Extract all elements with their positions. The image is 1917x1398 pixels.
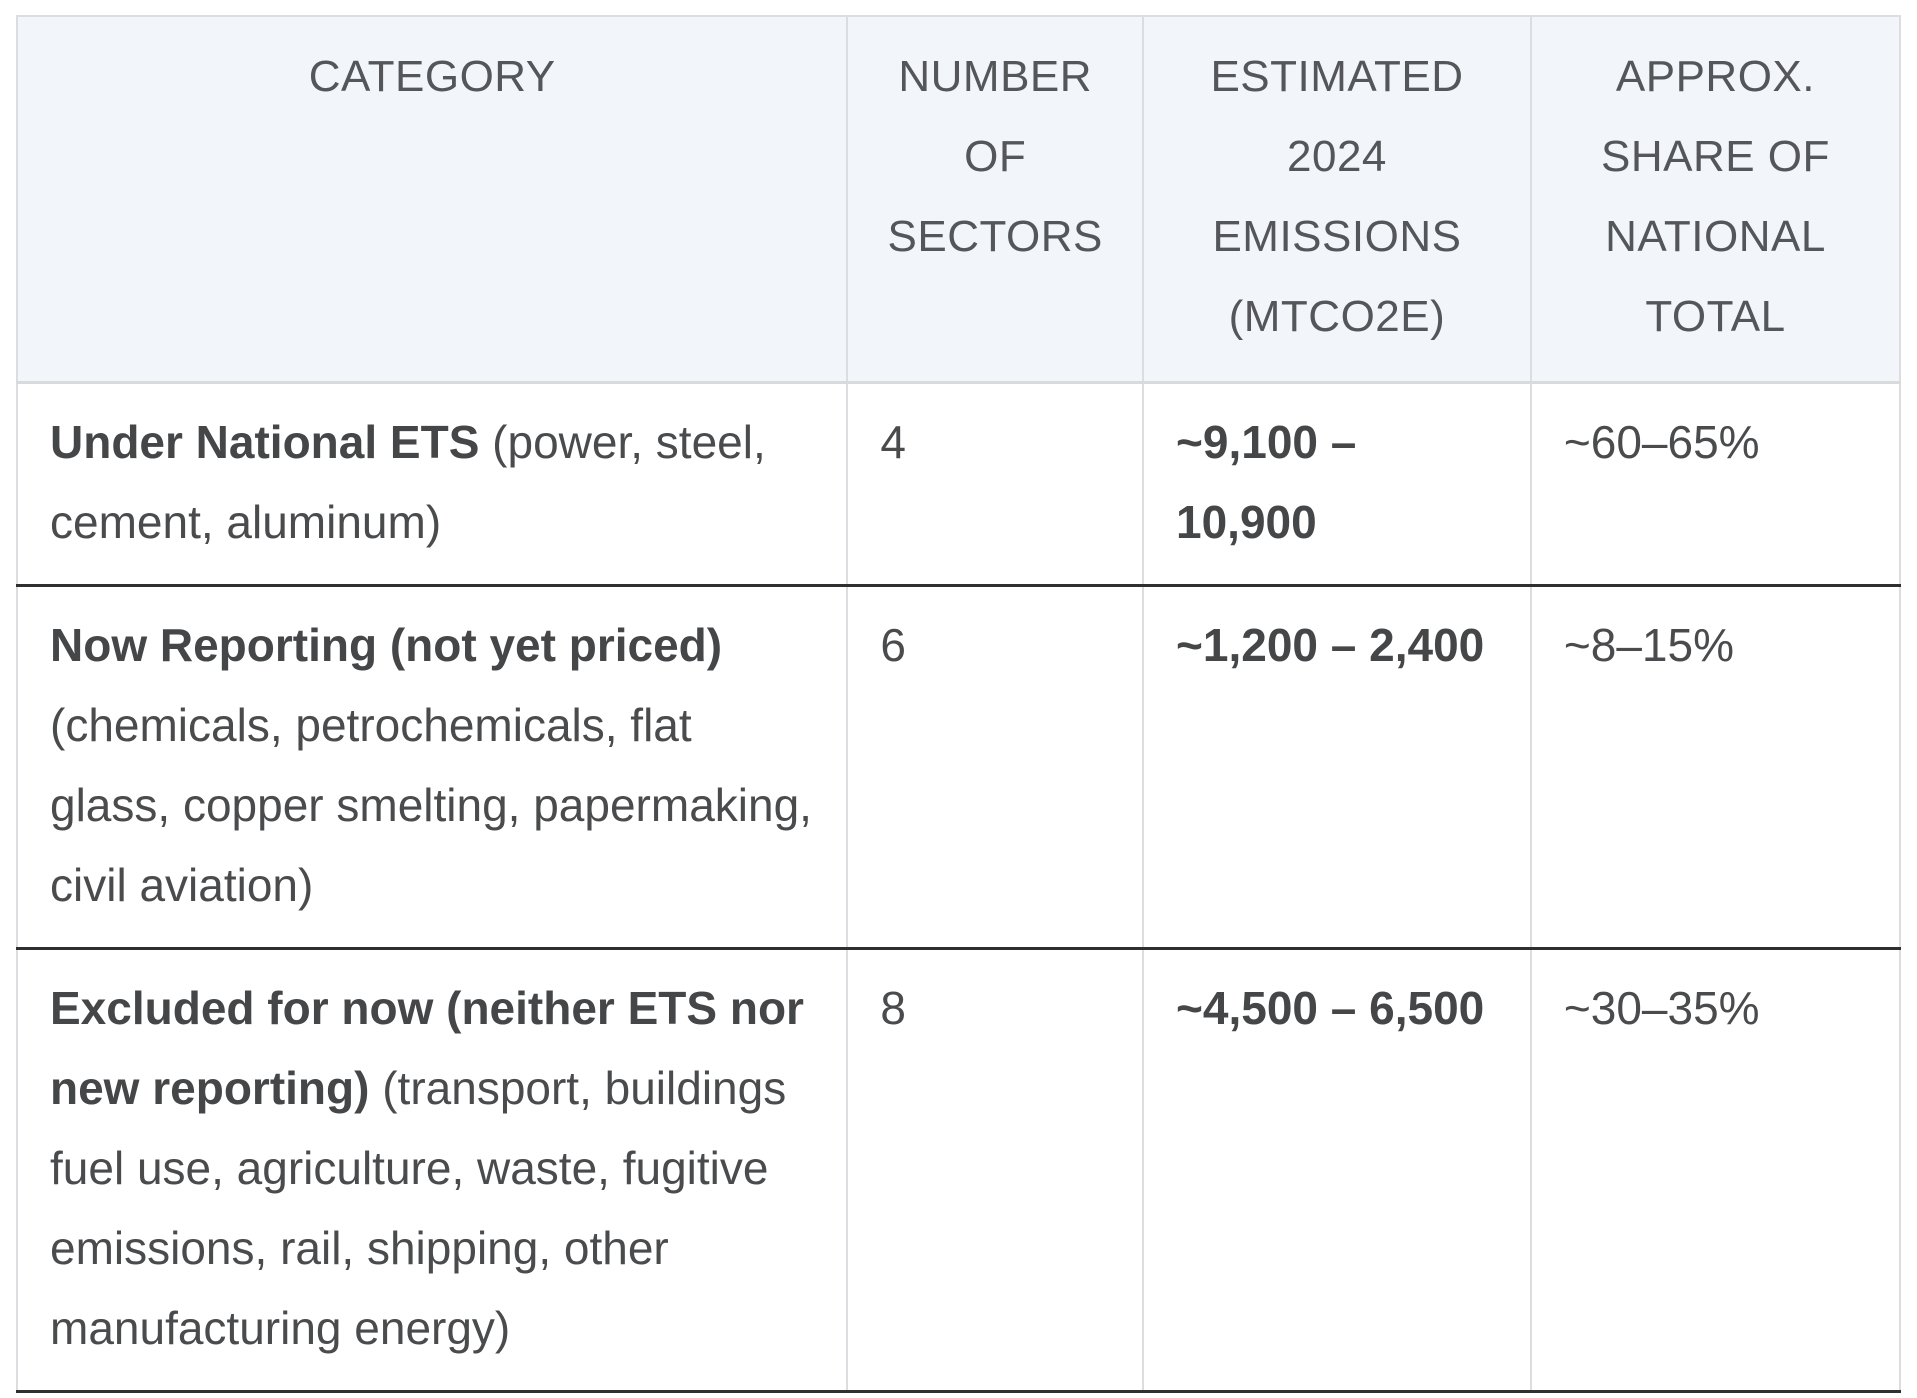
- column-header-category: CATEGORY: [17, 16, 847, 383]
- table-header: [17, 16, 1900, 383]
- sectors-cell: 8: [847, 949, 1143, 1392]
- share-cell: ~60–65%: [1531, 383, 1900, 586]
- sectors-cell: 6: [847, 586, 1143, 949]
- emissions-table: [16, 15, 1901, 1393]
- emissions-cell: ~1,200 – 2,400: [1143, 586, 1531, 949]
- category-title: Under National ETS: [50, 416, 480, 468]
- table-row-excluded-for-now: [17, 949, 1900, 1392]
- category-cell: [17, 586, 847, 949]
- category-cell: [17, 383, 847, 586]
- column-header-share-of-national-total: APPROX. SHARE OF NATIONAL TOTAL: [1531, 16, 1900, 383]
- category-title: Now Reporting (not yet priced): [50, 619, 723, 671]
- category-cell: [17, 949, 847, 1392]
- header-row: [17, 16, 1900, 383]
- emissions-cell: ~9,100 – 10,900: [1143, 383, 1531, 586]
- table-row-under-national-ets: [17, 383, 1900, 586]
- sectors-cell: 4: [847, 383, 1143, 586]
- table-row-now-reporting: [17, 586, 1900, 949]
- category-title: Excluded for now (neither ETS nor new reporting): [50, 982, 804, 1114]
- column-header-number-of-sectors: NUMBER OF SECTORS: [847, 16, 1143, 383]
- emissions-cell: ~4,500 – 6,500: [1143, 949, 1531, 1392]
- category-detail: (power, steel, cement, aluminum): [50, 416, 766, 548]
- table-body: [17, 383, 1900, 1392]
- category-detail: (transport, buildings fuel use, agriculture, waste, fugitive emissions, rail, shipping, other manufacturing energy): [50, 1062, 787, 1354]
- share-cell: ~8–15%: [1531, 586, 1900, 949]
- column-header-estimated-emissions: ESTIMATED 2024 EMISSIONS (MTCO2E): [1143, 16, 1531, 383]
- share-cell: ~30–35%: [1531, 949, 1900, 1392]
- category-detail: (chemicals, petrochemicals, flat glass, copper smelting, papermaking, civil aviation): [50, 699, 812, 911]
